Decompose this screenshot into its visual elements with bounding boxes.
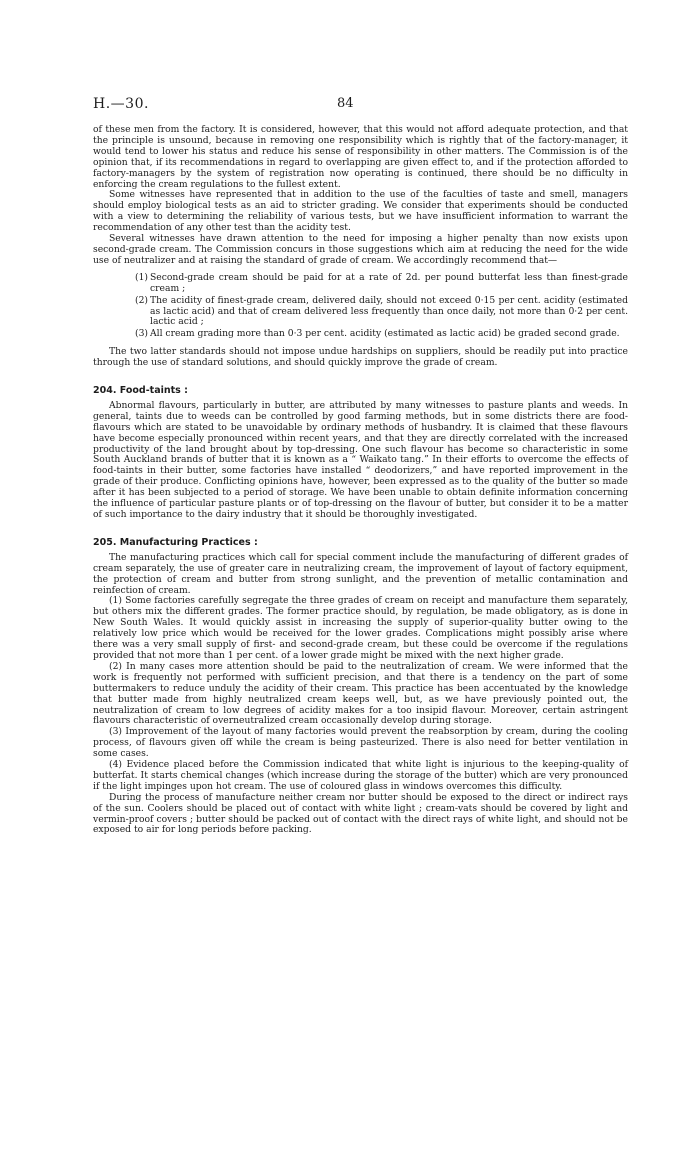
body-paragraph: (3) Improvement of the layout of many factories would prevent the reabsorption by cream, during the cooling process, of flavours given off while the cream is being pasteurized. There is also need for better ventilation in some cases. (93, 726, 628, 760)
recommendation-number: (3) (135, 328, 149, 340)
recommendation-text: The acidity of finest-grade cream, delivered daily, should not exceed 0·15 per cent. acidity (estimated as lactic acid) and that of cream delivered less frequently than once daily, not more than 0·2 per cent. lactic acid ; (150, 294, 628, 328)
recommendation-item (135, 329, 628, 340)
recommendation-item (135, 273, 628, 295)
body-paragraph: The two latter standards should not impose undue hardships on suppliers, should be readily put into practice through the use of standard solutions, and should quickly improve the grade of cream. (93, 346, 628, 369)
recommendation-number: (2) (135, 294, 149, 306)
page-body (93, 125, 628, 836)
section-heading-204: 204. Food-taints : (93, 385, 188, 397)
body-paragraph: Several witnesses have drawn attention to the need for imposing a higher penalty than now exists upon second-grade cream. The Commission concurs in those suggestions which aim at reducing the need for the wide use of neutralizer and at raising the standard of grade of cream. We accordingly recommend that— (93, 233, 628, 266)
body-paragraph: Some witnesses have represented that in addition to the use of the faculties of taste and smell, managers should employ biological tests as an aid to stricter grading. We consider that experiments should be conducted with a view to determining the reliability of various tests, but we have insufficient information to warrant the recommendation of any other test than the acidity test. (93, 189, 628, 234)
recommendation-list (93, 273, 628, 340)
body-paragraph: During the process of manufacture neither cream nor butter should be exposed to the direct or indirect rays of the sun. Coolers should be placed out of contact with white light ; cream-vats should be covered by light and vermin-proof covers ; butter should be packed out of contact with the direct rays of white light, and should not be exposed to air for long periods before packing. (93, 791, 628, 836)
body-paragraph: Abnormal flavours, particularly in butter, are attributed by many witnesses to pasture plants and weeds. In general, taints due to weeds can be controlled by good farming methods, but in some districts there are food-flavours which are stated to be unavoidable by ordinary methods of husbandry. It is claimed that these flavours have become especially pronounced within recent years, and that they are directly correlated with the increased productivity of the land brought about by top-dressing. One such flavour has become so characteristic in some South Auckland brands of butter that it is known as a “ Waikato tang.” In their efforts to overcome the effects of food-taints in their butter, some factories have installed “ deodorizers,” and have reported improvement in the grade of their produce. Conflicting opinions have, however, been expressed as to the quality of the butter so made after it has been subjected to a period of storage. We have been unable to obtain definite information concerning the influence of particular pasture plants or of top-dressing on the flavour of butter, but consider it to be a matter of such importance to the dairy industry that it should be thoroughly investigated. (93, 399, 628, 520)
page-header (93, 96, 628, 112)
body-paragraph: (1) Some factories carefully segregate the three grades of cream on receipt and manufacture them separately, but others mix the different grades. The former practice should, by regulation, be made obligatory, as is done in New South Wales. It would quickly assist in increasing the supply of superior-quality butter owing to the relatively low price which would be received for the lower grades. Complications might possibly arise where there was a very small supply of first- and second-grade cream, but these could be overcome if the regulations provided that not more than 1 per cent. of a lower grade might be mixed with the next higher grade. (93, 595, 628, 661)
page-number: 84 (337, 96, 354, 111)
recommendation-item (135, 296, 628, 329)
body-paragraph: (2) In many cases more attention should be paid to the neutralization of cream. We were informed that the work is frequently not performed with sufficient precision, and that there is a tendency on the part of some buttermakers to reduce unduly the acidity of their cream. This practice has been accentuated by the knowledge that butter made from highly neutralized cream keeps well, but, as we have previously pointed out, the neutralization of cream to low degrees of acidity makes for a too insipid flavour. Moreover, certain astringent flavours characteristic of overneutralized cream occasionally develop during storage. (93, 660, 628, 727)
body-paragraph: (4) Evidence placed before the Commission indicated that white light is injurious to the keeping-quality of butterfat. It starts chemical changes (which increase during the storage of the butter) which are very pronounced if the light impinges upon hot cream. The use of coloured glass in windows overcomes this difficulty. (93, 759, 628, 792)
recommendation-text: Second-grade cream should be paid for at a rate of 2d. per pound butterfat less than finest-grade cream ; (150, 271, 628, 294)
document-reference: H.—30. (93, 96, 149, 112)
body-paragraph: of these men from the factory. It is considered, however, that this would not afford adequate protection, and that the principle is unsound, because in removing one responsibility which is rightly that of the factory-manager, it would tend to lower his status and reduce his sense of responsibility in other matters. The Commission is of the opinion that, if its recommendations in regard to overlapping are given effect to, and if the protection afforded to factory-managers by the system of registration now operating is continued, there should be no difficulty in enforcing the cream regulations to the fullest extent. (93, 124, 628, 190)
recommendation-number: (1) (135, 271, 149, 283)
recommendation-text: All cream grading more than 0·3 per cent. acidity (estimated as lactic acid) be graded second grade. (150, 328, 620, 340)
section-heading-205: 205. Manufacturing Practices : (93, 536, 258, 548)
body-paragraph: The manufacturing practices which call for special comment include the manufacturing of different grades of cream separately, the use of greater care in neutralizing cream, the improvement of layout of factory equipment, the protection of cream and butter from strong sunlight, and the prevention of metallic contamination and reinfection of cream. (93, 551, 628, 596)
